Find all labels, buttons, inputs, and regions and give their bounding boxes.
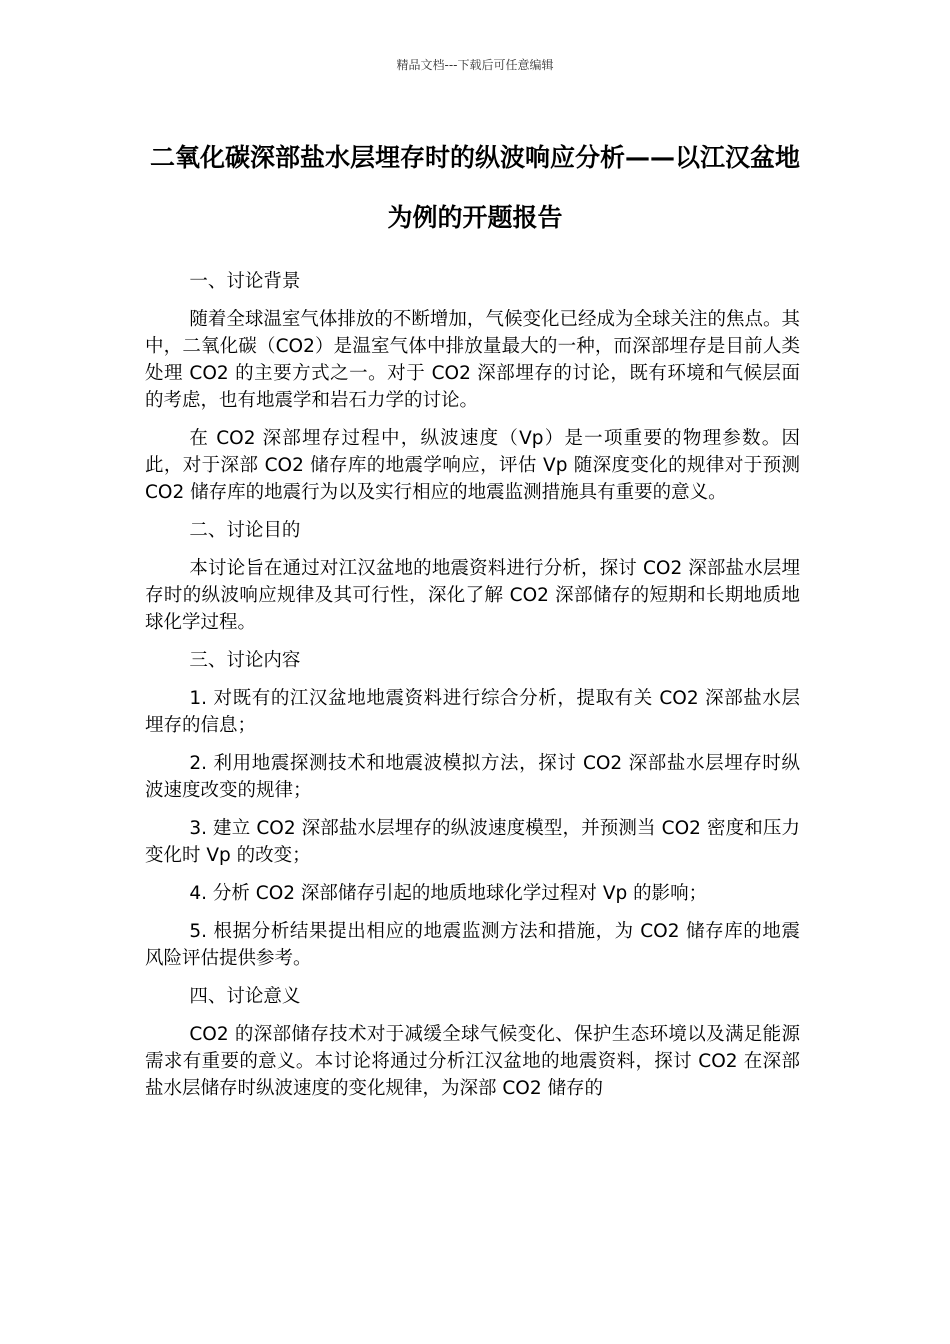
content-item-2: 2. 利用地震探测技术和地震波模拟方法，探讨 CO2 深部盐水层埋存时纵波速度改变的规律；: [145, 753, 800, 801]
section-heading-background: 一、讨论背景: [189, 271, 301, 292]
background-paragraph-1: 随着全球温室气体排放的不断增加，气候变化已经成为全球关注的焦点。其中，二氧化碳（CO2）是温室气体中排放量最大的一种，而深部埋存是目前人类处理 CO2 的主要方式之一。对于 CO2 深部埋存的讨论，既有环境和气候层面的考虑，也有地震学和岩石力学的讨论。: [145, 309, 800, 411]
section-heading-significance: 四、讨论意义: [189, 986, 301, 1007]
section-heading-purpose: 二、讨论目的: [189, 520, 301, 541]
section-heading-content: 三、讨论内容: [189, 650, 301, 671]
background-paragraph-2: 在 CO2 深部埋存过程中，纵波速度（Vp）是一项重要的物理参数。因此，对于深部 CO2 储存库的地震学响应，评估 Vp 随深度变化的规律对于预测 CO2 储存库的地震行为以及实行相应的地震监测措施具有重要的意义。: [145, 428, 800, 503]
content-item-5: 5. 根据分析结果提出相应的地震监测方法和措施，为 CO2 储存库的地震风险评估提供参考。: [145, 921, 800, 969]
header-note: 精品文档---下载后可任意编辑: [396, 58, 554, 72]
purpose-paragraph-1: 本讨论旨在通过对江汉盆地的地震资料进行分析，探讨 CO2 深部盐水层埋存时的纵波响应规律及其可行性，深化了解 CO2 深部储存的短期和长期地质地球化学过程。: [145, 558, 800, 633]
document-title: 二氧化碳深部盐水层埋存时的纵波响应分析——以江汉盆地为例的开题报告: [149, 143, 800, 232]
content-item-4: 4. 分析 CO2 深部储存引起的地质地球化学过程对 Vp 的影响；: [189, 883, 708, 904]
content-item-3: 3. 建立 CO2 深部盐水层埋存的纵波速度模型，并预测当 CO2 密度和压力变化时 Vp 的改变；: [145, 818, 800, 866]
document-body: [145, 268, 800, 1113]
content-item-1: 1. 对既有的江汉盆地地震资料进行综合分析，提取有关 CO2 深部盐水层埋存的信息；: [145, 688, 800, 736]
significance-paragraph-1: CO2 的深部储存技术对于减缓全球气候变化、保护生态环境以及满足能源需求有重要的意义。本讨论将通过分析江汉盆地的地震资料，探讨 CO2 在深部盐水层储存时纵波速度的变化规律，为深部 CO2 储存的: [145, 1024, 800, 1099]
